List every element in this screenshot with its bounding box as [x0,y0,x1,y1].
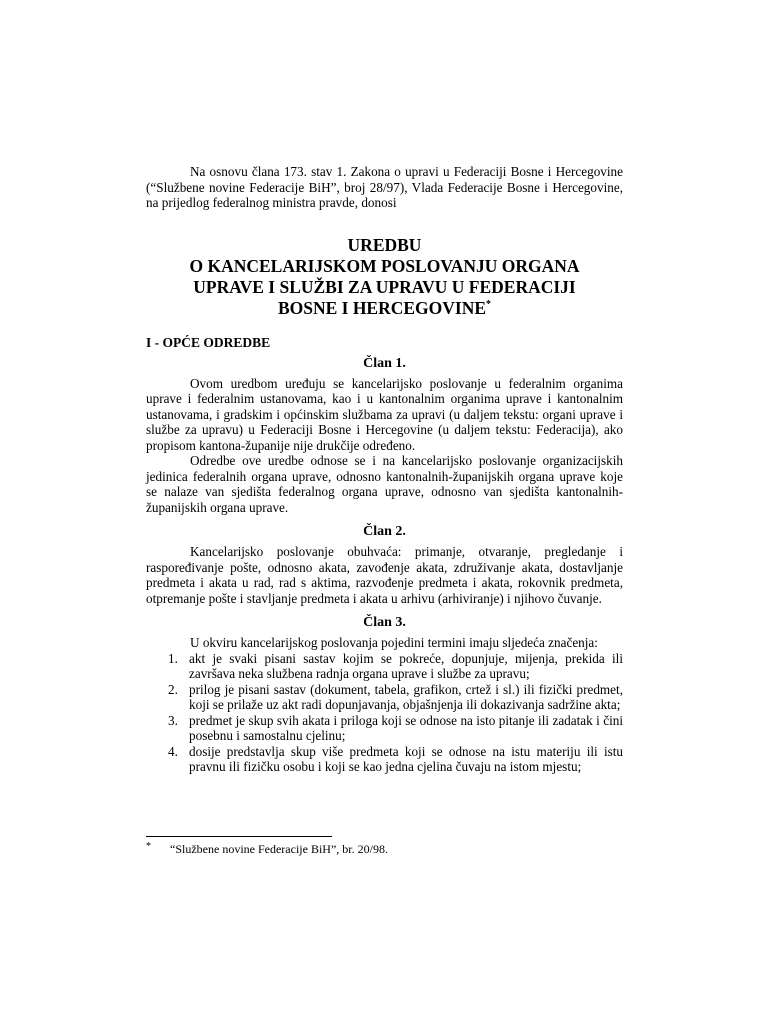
article-3-heading: Član 3. [363,615,406,630]
list-item [146,713,623,744]
list-item-number: 1. [168,650,178,666]
footnote-separator [146,836,332,837]
list-item-number: 4. [168,743,178,759]
footnote-reference-mark: * [486,298,492,310]
title-line-4-text: BOSNE I HERCEGOVINE [277,297,487,318]
list-item-number: 3. [168,712,178,728]
list-item [146,682,623,713]
article-3-paragraph-1: U okviru kancelarijskog poslovanja pojedini termini imaju sljedeća značenja: [190,635,598,650]
list-item-number: 2. [168,681,178,697]
section-heading: I - OPĆE ODREDBE [146,334,271,350]
list-item-text: predmet je skup svih akata i priloga koji se odnose na isto pitanje ili zadatak i čini posebnu i samostalnu cjelinu; [189,712,623,743]
article-1-paragraph-1: Ovom uredbom uređuju se kancelarijsko poslovanje u federalnim organima uprave i federalnim ustanovama, kao i u kantonalnim organima uprave i kantonalnim ustanovama, i gradskim i općinskim službama za upravi (u daljem tekstu: organi uprave i službe za upravu) u Federaciji Bosne i Hercegovine (u daljem tekstu: Federacija), ako propisom kantona-županije nije drukčije određeno. [146,375,623,453]
list-item [146,744,623,775]
footnote-text: “Službene novine Federacije BiH”, br. 20/98. [170,842,388,856]
title-line-2: O KANCELARIJSKOM POSLOVANJU ORGANA [189,255,580,276]
title-line-1: UREDBU [347,234,422,255]
article-2-paragraph-1: Kancelarijsko poslovanje obuhvaća: primanje, otvaranje, pregledanje i raspoređivanje pošte, odnosno akata, zavođenje akata, združivanje akata, dostavljanje predmeta i akata u rad, rad s aktima, razvođenje predmeta i akata, rokovnik predmeta, otpremanje pošte i stavljanje predmeta i akata u arhivu (arhiviranje) i njihovo čuvanje. [146,544,623,606]
title-line-4 [146,298,623,319]
list-item-text: akt je svaki pisani sastav kojim se pokreće, dopunjuje, mijenja, prekida ili završava neka službena radnja organa uprave i službe za upravu; [189,650,623,681]
article-1-paragraph-2: Odredbe ove uredbe odnose se i na kancelarijsko poslovanje organizacijskih jedinica federalnih organa uprave, odnosno kantonalnih-županijskih organa uprave koje se nalaze van sjedišta federalnog organa uprave, odnosno van sjedišta kantonalnih-županijskih organa uprave. [146,453,623,515]
footnote-mark: * [146,841,151,852]
document-title [146,235,623,319]
terms-list [146,651,623,775]
list-item [146,651,623,682]
document-body [146,164,623,775]
list-item-text: prilog je pisani sastav (dokument, tabela, grafikon, crtež i sl.) ili fizički predmet, koji se prilaže uz akt radi dopunjavanja, objašnjenja ili dokazivanja sadržine akta; [189,681,623,712]
list-item-text: dosije predstavlja skup više predmeta koji se odnose na istu materiju ili istu pravnu ili fizičku osobu i koji se kao jedna cjelina čuvaju na istom mjestu; [189,743,623,774]
article-1-heading: Član 1. [363,355,406,371]
intro-paragraph: Na osnovu člana 173. stav 1. Zakona o upravi u Federaciji Bosne i Hercegovine (“Službene novine Federacije BiH”, broj 28/97), Vlada Federacije Bosne i Hercegovine, na prijedlog federalnog ministra pravde, donosi [146,164,623,210]
article-2-heading: Član 2. [363,524,406,539]
title-line-3: UPRAVE I SLUŽBI ZA UPRAVU U FEDERACIJI [193,276,576,297]
